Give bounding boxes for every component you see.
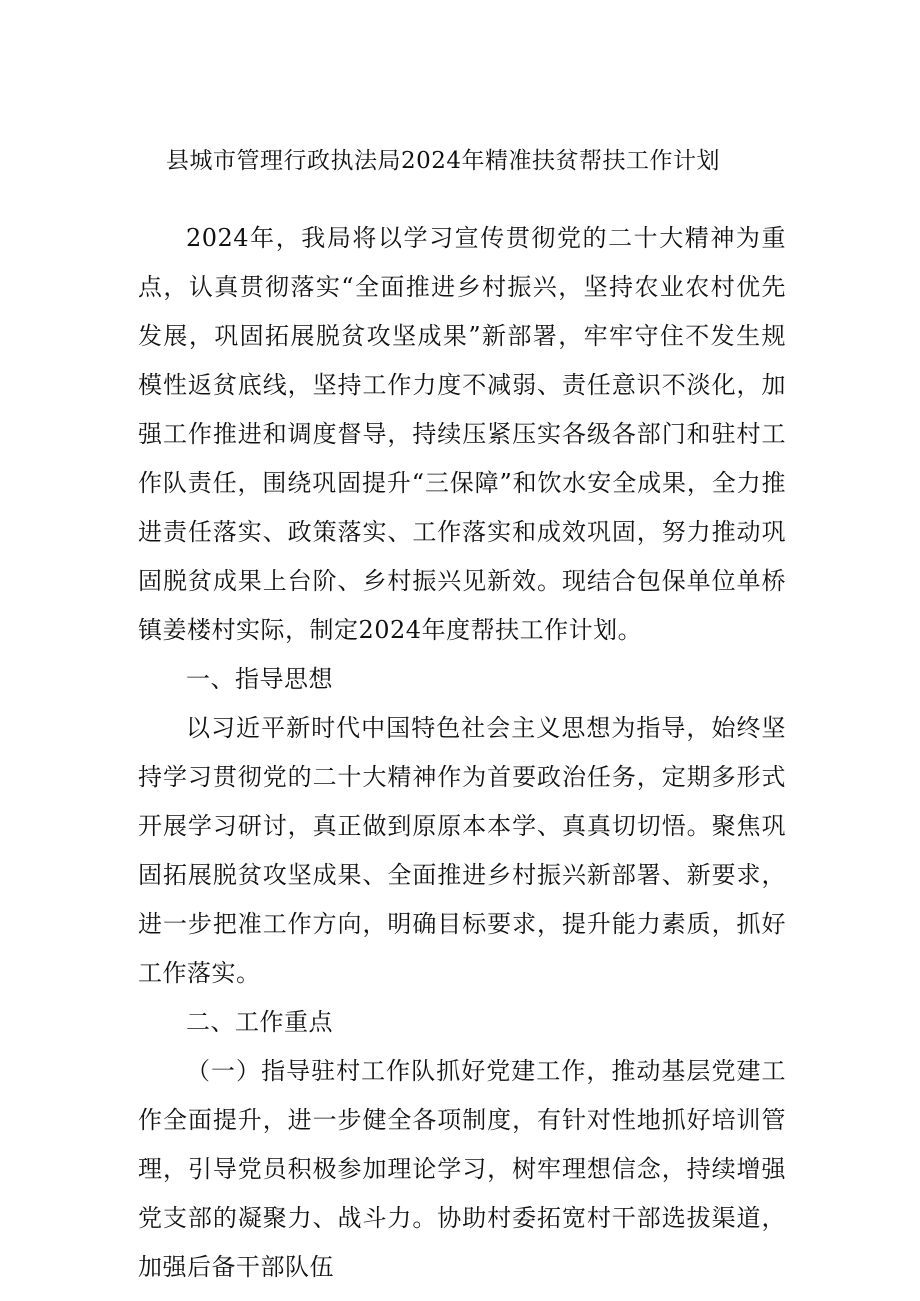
document-body [138,214,786,1292]
section-heading-work-focus: 二、工作重点 [186,1008,333,1036]
work-focus-paragraph-1: （一）指导驻村工作队抓好党建工作，推动基层党建工作全面提升，进一步健全各项制度，有针对性地抓好培训管理，引导党员积极参加理论学习，树牢理想信念，持续增强党支部的凝聚力、战斗力。协助村委拓宽村干部选拔渠道，加强后备干部队伍 [138,1057,786,1281]
intro-paragraph: 2024年，我局将以学习宣传贯彻党的二十大精神为重点，认真贯彻落实“全面推进乡村振兴，坚持农业农村优先发展，巩固拓展脱贫攻坚成果”新部署，牢牢守住不发生规模性返贫底线，坚持工作力度不减弱、责任意识不淡化，加强工作推进和调度督导，持续压紧压实各级各部门和驻村工作队责任，围绕巩固提升“三保障”和饮水安全成果，全力推进责任落实、政策落实、工作落实和成效巩固，努力推动巩固脱贫成果上台阶、乡村振兴见新效。现结合包保单位单桥镇姜楼村实际，制定2024年度帮扶工作计划。 [138,224,786,644]
guiding-thought-paragraph: 以习近平新时代中国特色社会主义思想为指导，始终坚持学习贯彻党的二十大精神作为首要政治任务，定期多形式开展学习研讨，真正做到原原本本学、真真切切悟。聚焦巩固拓展脱贫攻坚成果、全面推进乡村振兴新部署、新要求，进一步把准工作方向，明确目标要求，提升能力素质，抓好工作落实。 [138,714,786,987]
document-title: 县城市管理行政执法局2024年精准扶贫帮扶工作计划 [166,148,721,174]
section-heading-guiding-thought: 一、指导思想 [186,665,333,693]
